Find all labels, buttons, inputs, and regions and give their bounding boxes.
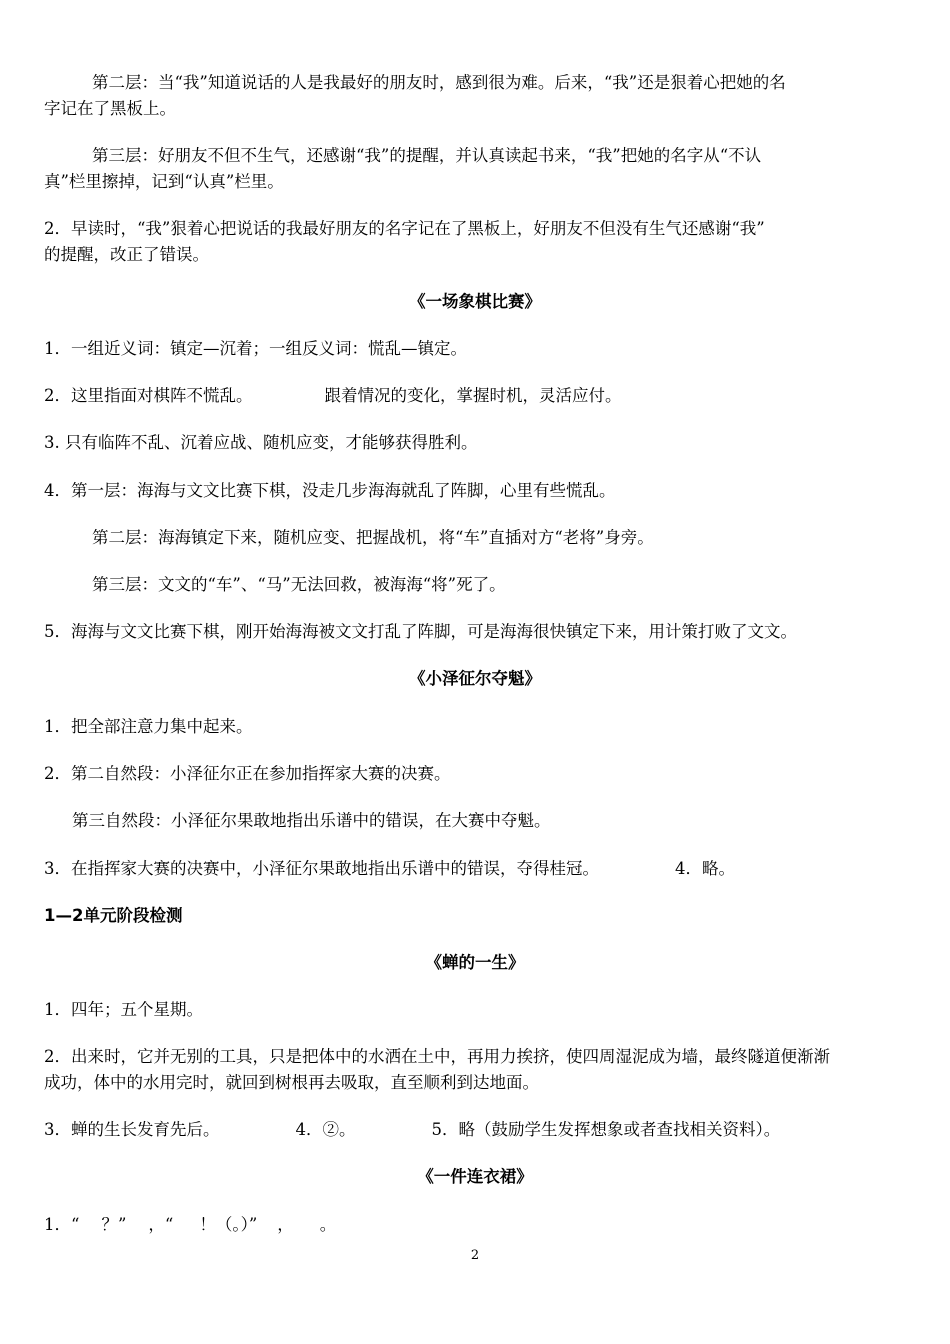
chess-answer-1: 1．一组近义词：镇定—沉着；一组反义词：慌乱—镇定。 xyxy=(44,339,467,358)
cicada-answer-5-text: 5．略（鼓励学生发挥想象或者查找相关资料）。 xyxy=(431,1120,781,1139)
paragraph-layer-two: 第二层：当“我”知道说话的人是我最好的朋友时，感到很为难。后来，“我”还是狠着心把她的名 xyxy=(92,73,786,92)
chess-answer-5: 5．海海与文文比赛下棋，刚开始海海被文文打乱了阵脚，可是海海很快镇定下来，用计策打败了文文。 xyxy=(44,622,797,641)
ozawa-answer-1: 1．把全部注意力集中起来。 xyxy=(44,717,253,736)
page-number: 2 xyxy=(470,1248,480,1263)
cicada-answer-4-text: 4．②。 xyxy=(295,1120,356,1139)
section-title-dress: 《一件连衣裙》 xyxy=(417,1167,533,1186)
dress-answer-1 xyxy=(44,1212,336,1237)
paragraph-layer-two-cont: 字记在了黑板上。 xyxy=(44,99,176,118)
cicada-answer-3-text: 3．蝉的生长发育先后。 xyxy=(44,1120,220,1139)
dress-punct-4: ！（。）” xyxy=(199,1215,258,1234)
paragraph-layer-three-cont: 真”栏里擦掉，记到“认真”栏里。 xyxy=(44,172,284,191)
ozawa-answer-4-text: 4．略。 xyxy=(675,859,735,878)
ozawa-answer-3-text: 3．在指挥家大赛的决赛中，小泽征尔果敢地指出乐谱中的错误，夺得桂冠。 xyxy=(44,859,599,878)
chess-answer-4-layer3: 第三层：文文的“车”、“马”无法回救，被海海“将”死了。 xyxy=(92,575,506,594)
chess-answer-2a: 2．这里指面对棋阵不慌乱。 xyxy=(44,386,253,405)
section-title-ozawa: 《小泽征尔夺魁》 xyxy=(409,669,541,688)
cicada-answer-2: 2．出来时，它并无别的工具，只是把体中的水洒在土中，再用力挨挤，使四周湿泥成为墙，最终隧道便渐渐 xyxy=(44,1047,830,1066)
ozawa-answer-2-para3: 第三自然段：小泽征尔果敢地指出乐谱中的错误，在大赛中夺魁。 xyxy=(72,811,551,830)
ozawa-answer-2: 2．第二自然段：小泽征尔正在参加指挥家大赛的决赛。 xyxy=(44,764,451,783)
dress-punct-1: “ xyxy=(71,1215,80,1234)
ozawa-answer-3 xyxy=(44,856,735,881)
cicada-answer-3 xyxy=(44,1117,780,1142)
dress-punct-5: ， xyxy=(277,1215,294,1234)
dress-punct-3: ，“ xyxy=(148,1215,174,1234)
cicada-answer-1: 1．四年；五个星期。 xyxy=(44,1000,203,1019)
chess-answer-3: 3. 只有临阵不乱、沉着应战、随机应变，才能够获得胜利。 xyxy=(44,433,478,452)
dress-punct-2: ？” xyxy=(101,1215,127,1234)
answer-2-cont: 的提醒，改正了错误。 xyxy=(44,245,209,264)
chess-answer-4-layer2: 第二层：海海镇定下来，随机应变、把握战机，将“车”直插对方“老将”身旁。 xyxy=(92,528,654,547)
section-title-cicada: 《蝉的一生》 xyxy=(425,953,525,972)
section-title-chess: 《一场象棋比赛》 xyxy=(409,292,541,311)
dress-punct-6: 。 xyxy=(319,1215,337,1234)
answer-2: 2．早读时，“我”狠着心把说话的我最好朋友的名字记在了黑板上，好朋友不但没有生气还感谢“我” xyxy=(44,219,765,238)
chess-answer-2b: 跟着情况的变化，掌握时机，灵活应付。 xyxy=(324,386,622,405)
chess-answer-2 xyxy=(44,383,622,408)
dress-answer-1-num: 1． xyxy=(44,1215,71,1234)
paragraph-layer-three: 第三层：好朋友不但不生气，还感谢“我”的提醒，并认真读起书来，“我”把她的名字从“不认 xyxy=(92,146,762,165)
chess-answer-4: 4．第一层：海海与文文比赛下棋，没走几步海海就乱了阵脚，心里有些慌乱。 xyxy=(44,481,616,500)
unit-heading: 1—2单元阶段检测 xyxy=(44,906,183,925)
cicada-answer-2-cont: 成功，体中的水用完时，就回到树根再去吸取，直至顺利到达地面。 xyxy=(44,1073,539,1092)
